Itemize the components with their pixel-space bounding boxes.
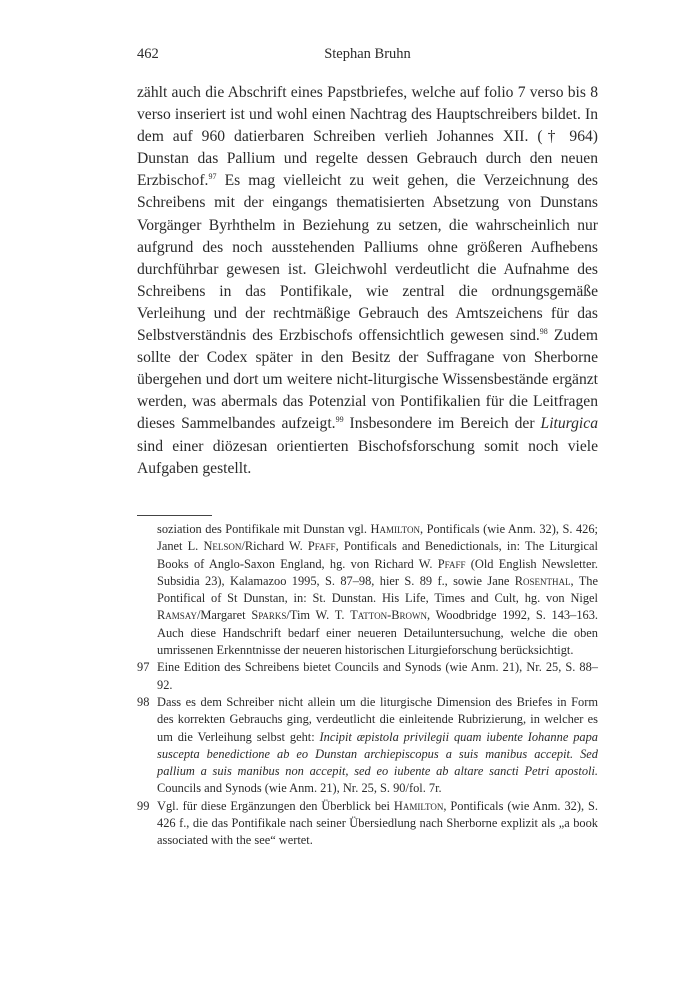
footnotes (137, 521, 598, 850)
fn-text: , Woodbridge 1992, S. 143–163. Auch diese Handschrift bedarf einer neueren Detailuntersuchung, welche die oben umrissenen Erkenntnisse der neueren historischen Liturgieforschung berücksichtigt. (157, 608, 598, 658)
footnote-98 (137, 694, 598, 798)
footnote-text: Eine Edition des Schreibens bietet Councils and Synods (wie Anm. 21), Nr. 25, S. 88–92. (157, 660, 598, 692)
author-smallcaps: Tatton-Brown (350, 608, 427, 623)
page-header (137, 46, 598, 68)
fn-text: /Richard W. (241, 539, 308, 554)
fn-text: /Margaret (196, 608, 252, 623)
body-text-1: zählt auch die Abschrift eines Papstbriefes, welche auf folio 7 verso bis 8 verso inseriert ist und wohl einen Nachtrag des Hauptschreibers bildet. In dem auf 960 datierbaren Schreiben verlieh Johannes XII. († 964) Dunstan das Pallium und regelte dessen Gebrauch durch den neuen Erzbischof. (137, 84, 598, 190)
page-number: 462 (137, 46, 159, 62)
footnote-number: 98 (137, 694, 150, 709)
body-text-2: Es mag vielleicht zu weit gehen, die Verzeichnung des Schreibens mit der eingangs thematisierten Absetzung von Dunstans Vorgänger Byrhthelm in Beziehung zu setzen, die wahrscheinlich nur aufgrund des noch ausstehenden Palliums ohne größeren Aufhebens durchführbar gewesen ist. Gleichwohl verdeutlicht die Aufnahme des Schreibens in das Pontifikale, wie zentral die ordnungsgemäße Verleihung und der rechtmäßige Gebrauch des Amtszeichens für das Selbstverständnis des Erzbischofs offensichtlich gewesen sind. (137, 172, 598, 345)
footnote-text: Councils and Synods (wie Anm. 21), Nr. 25, S. 90/fol. 7r. (157, 781, 442, 796)
author-smallcaps: Ramsay (157, 608, 197, 623)
footnote-number: 99 (137, 798, 150, 813)
footnote-97 (137, 659, 598, 694)
page (137, 46, 598, 480)
author-smallcaps: Sparks (251, 608, 287, 623)
fn-text: , The Pontifical of St Dunstan, in: St. Dunstan. His Life, Times and Cult, hg. von Nigel (157, 573, 598, 606)
footnote-ref-98[interactable]: 98 (539, 327, 548, 337)
fn-text: , Pontificals and Benedictionals, in: The Liturgical Books of Anglo-Saxon England, hg. von Richard W. (157, 539, 599, 571)
author-smallcaps: Hamilton (393, 798, 444, 813)
fn-text: /Tim W. T. (286, 608, 351, 623)
footnote-text: , Pontificals (wie Anm. 32), S. 426 f., die das Pontifikale nach seiner Übersiedlung nach Sherborne explizit als „a book associated with the see“ wertet. (157, 798, 598, 848)
footnote-text: Vgl. für diese Ergänzungen den Überblick bei (157, 798, 394, 813)
fn-text: (Old English Newsletter. Subsidia 23), Kalamazoo 1995, S. 87–98, hier S. 89 f., sowie Jane (157, 556, 598, 588)
author-smallcaps: Pfaff (307, 539, 336, 554)
body-text-5: sind einer diözesan orientierten Bischofsforschung somit noch viele Aufgaben gestellt. (137, 437, 598, 477)
latin-quote: Incipit æpistola privilegii quam iubente Iohanne papa suscepta benedictione ab eo Dunstan archiepiscopus a suis manibus accepit. Sed pallium a suis manibus non accepit, sed eo iubente ab altare sancti Petri apostoli. (157, 729, 598, 779)
author-smallcaps: Pfaff (437, 556, 466, 571)
author-smallcaps: Hamilton (370, 522, 420, 536)
body-italic-liturgica: Liturgica (540, 415, 598, 433)
footnote-ref-99[interactable]: 99 (335, 415, 344, 425)
footnote-number: 97 (137, 660, 150, 675)
footnote-separator (137, 515, 212, 516)
footnote-continuation (137, 521, 598, 659)
footnote-text: Dass es dem Schreiber nicht allein um die liturgische Dimension des Briefes in Form des korrekten Gebrauchs ging, verdeutlicht die einleitende Rubrizierung, in welcher es um die Verleihung selbst geht: (157, 694, 598, 744)
fn-text: , Pontificals (wie Anm. 32), S. 426; Janet L. (157, 522, 599, 554)
author-smallcaps: Nelson (203, 539, 242, 554)
author-smallcaps: Rosenthal (514, 573, 571, 588)
footnote-ref-97[interactable]: 97 (208, 172, 217, 182)
footnote-99 (137, 798, 598, 850)
body-text-4: Insbesondere im Bereich der (343, 415, 541, 433)
fn-text: soziation des Pontifikale mit Dunstan vgl. (157, 522, 371, 536)
body-text-3: Zudem sollte der Codex später in den Besitz der Suffragane von Sherborne übergehen und dort um weitere nicht-liturgische Wissensbestände ergänzt werden, was abermals das Potenzial von Pontifikalien für die Leitfragen dieses Sammelbandes aufzeigt. (137, 327, 598, 433)
body-paragraph (137, 82, 598, 480)
running-head: Stephan Bruhn (324, 46, 411, 62)
